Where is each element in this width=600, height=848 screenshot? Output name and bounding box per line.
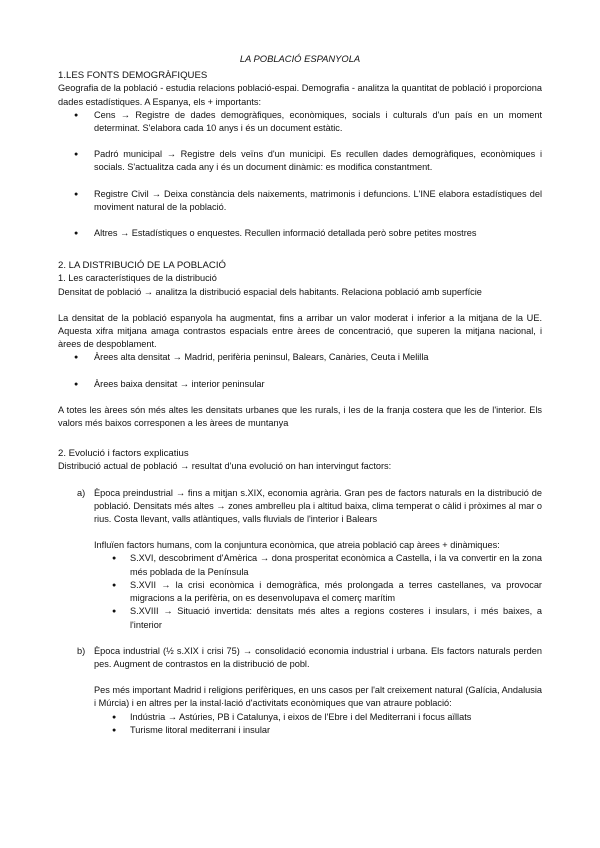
sources-list — [58, 109, 542, 240]
list-item: ● Turisme litoral mediterrani i insular — [130, 724, 542, 737]
section-2-subheading: 1. Les característiques de la distribució — [58, 273, 217, 284]
list-item: ● S.XVIII → Situació invertida: densitats més altes a regions costeres i insulars, i més baixes, a l'interior — [130, 605, 542, 631]
urban-rural-paragraph: A totes les àrees són més altes les densitats urbanes que les rurals, i les de la franja costera que les de l'interior. Els valors més baixos corresponen a les àrees de muntanya — [58, 404, 542, 429]
list-marker: b) — [77, 645, 86, 656]
regions-text: Pes més important Madrid i religions perifèriques, en uns casos per l'alt creixement natural (Galícia, Andalusia i Múrcia) i en altres per la instal·lació d'activitats econòmiques que van atraure població: — [94, 685, 542, 709]
industrial-text: Època industrial (½ s.XIX i crisi 75) → consolidació economia industrial i urbana. Els factors naturals perden pes. Augment de contrastos en la distribució de pobl. — [94, 645, 542, 669]
list-item: ● Àrees alta densitat → Madrid, perifèria peninsul, Balears, Canàries, Ceuta i Melilla — [94, 351, 542, 364]
section-3-heading: 2. Evolució i factors explicatius — [58, 448, 189, 460]
list-item: ● Cens → Registre de dades demogràfiques, econòmiques, socials i culturals d'un país en un moment determinat. S'elabora cada 10 anys i és un document estàtic. — [94, 109, 542, 135]
document-page — [58, 52, 542, 737]
density-paragraph: La densitat de la població espanyola ha augmentat, fins a arribar un valor moderat i inferior a la mitjana de la UE. Aquesta xifra mitjana amaga contrastos espacials entre àrees de concentració, que superen la mitjana nacional, i àrees de despoblament. — [58, 312, 542, 350]
list-marker: a) — [77, 487, 86, 498]
periods-list — [58, 487, 542, 737]
list-item: ● S.XVI, descobriment d'Amèrica → dona prosperitat econòmica a Castella, i la va convertir en la zona més poblada de la Península — [130, 552, 542, 578]
list-item: ● S.XVII → la crisi econòmica i demogràfica, més prolongada a terres castellanes, va provocar migracions a la perifèria, on es desenvolupava el comerç marítim — [130, 579, 542, 605]
section-1-intro: Geografia de la població - estudia relacions població-espai. Demografia - analitza la quantitat de població i proporciona dades estadístiques. A Espanya, els + importants: — [58, 83, 542, 107]
human-factors-text: Influïen factors humans, com la conjuntura econòmica, que atreia població cap àrees + dinàmiques: — [94, 540, 500, 551]
list-item: ● Padró municipal → Registre dels veïns d'un municipi. Es recullen dades demogràfiques, econòmiques i socials. S'actualitza cada any i és un document dinàmic: es modifica constantment. — [94, 148, 542, 174]
centuries-list — [94, 552, 542, 631]
density-definition: Densitat de població → analitza la distribució espacial dels habitants. Relaciona població amb superfície — [58, 286, 482, 297]
section-1-heading: 1.LES FONTS DEMOGRÀFIQUES — [58, 70, 208, 82]
preindustrial-text: Època preindustrial → fins a mitjan s.XIX, economia agrària. Gran pes de factors naturals en la distribució de població. Densitats més altes → zones ambrelleu pla i altitud baixa, clima temperat o càlid i pròximes al mar o rius. Costa llevant, valls atlàntiques, valls fluvials de l'interior i Balears — [94, 487, 542, 525]
list-item: ● Registre Civil → Deixa constància dels naixements, matrimonis i defuncions. L'INE elabora estadístiques del moviment natural de la població. — [94, 188, 542, 214]
list-item-a — [77, 487, 542, 632]
list-item: ● Altres → Estadístiques o enquestes. Recullen informació detallada però sobre petites mostres — [94, 227, 542, 240]
list-item: ● Indústria → Astúries, PB i Catalunya, i eixos de l'Ebre i del Mediterrani i focus aïllats — [130, 711, 542, 724]
document-title: LA POBLACIÓ ESPANYOLA — [239, 53, 361, 64]
list-item-b — [77, 645, 542, 737]
list-item: ● Àrees baixa densitat → interior peninsular — [94, 378, 542, 391]
section-2-heading: 2. LA DISTRIBUCIÓ DE LA POBLACIÓ — [58, 260, 226, 272]
section-3-intro: Distribució actual de població → resultat d'una evolució on han intervingut factors: — [58, 461, 392, 472]
density-list — [58, 351, 542, 390]
activities-list — [94, 711, 542, 737]
